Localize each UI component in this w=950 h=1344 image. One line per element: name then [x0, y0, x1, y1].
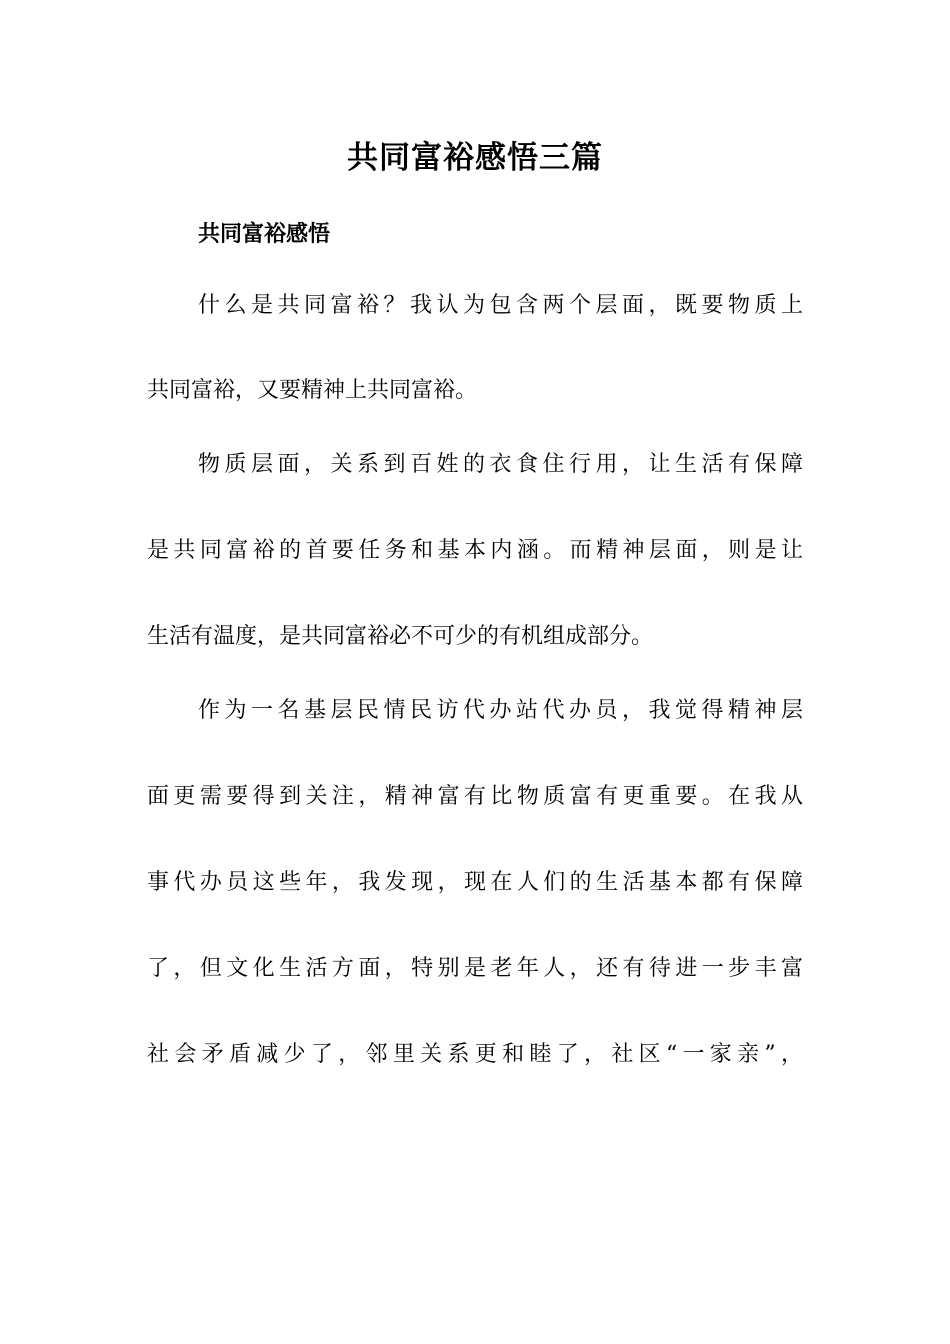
- section-heading: 共同富裕感悟: [198, 222, 331, 247]
- paragraph-line: 是共同富裕的首要任务和基本内涵。而精神层面，则是让: [147, 538, 803, 563]
- paragraph-line: 什么是共同富裕？我认为包含两个层面，既要物质上: [198, 293, 803, 318]
- paragraph-line: 作为一名基层民情民访代办站代办员，我觉得精神层: [198, 698, 803, 723]
- paragraph-line: 面更需要得到关注，精神富有比物质富有更重要。在我从: [147, 784, 803, 809]
- document-title: 共同富裕感悟三篇: [347, 140, 603, 176]
- paragraph-line: 物质层面，关系到百姓的衣食住行用，让生活有保障: [198, 452, 803, 477]
- paragraph-line: 事代办员这些年，我发现，现在人们的生活基本都有保障: [147, 870, 803, 895]
- paragraph-line: 社会矛盾减少了，邻里关系更和睦了，社区“一家亲”，: [147, 1042, 803, 1067]
- paragraph-line: 了，但文化生活方面，特别是老年人，还有待进一步丰富: [147, 956, 803, 981]
- paragraph-line: 共同富裕，又要精神上共同富裕。: [147, 378, 478, 403]
- paragraph-line: 生活有温度，是共同富裕必不可少的有机组成部分。: [147, 624, 654, 649]
